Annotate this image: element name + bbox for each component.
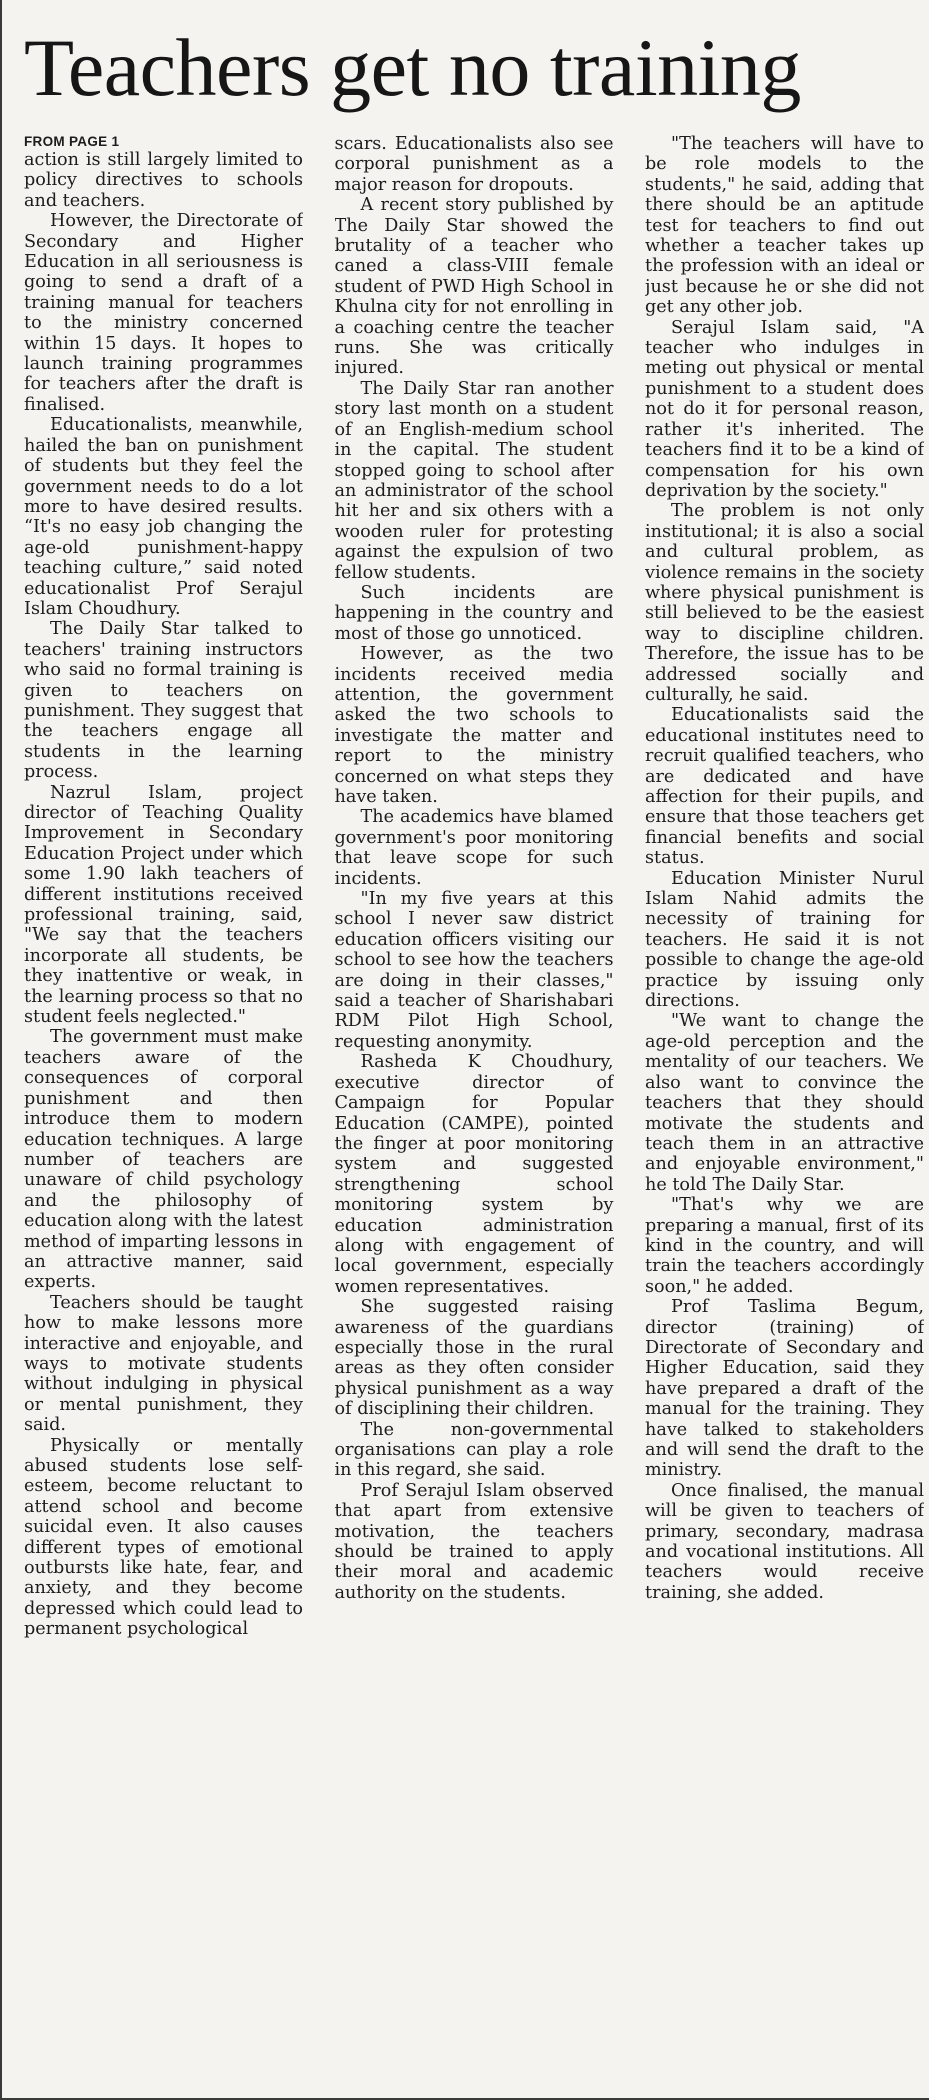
jump-label: FROM PAGE 1 [24,134,120,149]
paragraph: Educationalists, meanwhile, hailed the ban on punishment of students but they feel the government needs to do a lot more to have desired results. “It's no easy job changing the age-old punishment-happy teaching culture,” said noted educationalist Prof Serajul Islam Choudhury. [24,415,303,619]
paragraph: Once finalised, the manual will be given to teachers of primary, secondary, madrasa and vocational institutions. All teachers would receive training, she added. [645,1480,924,1603]
paragraph: She suggested raising awareness of the guardians especially those in the rural areas as they often consider physical punishment as a way of disciplining their children. [334,1297,614,1420]
column-2 [335,134,614,2094]
paragraph: action is still largely limited to policy directives to schools and teachers. [24,150,303,211]
paragraph: However, as the two incidents received media attention, the government asked the two schools to investigate the matter and report to the ministry concerned on what steps they have taken. [334,644,614,807]
article-body [24,134,924,2094]
paragraph: Prof Taslima Begum, director (training) of Directorate of Secondary and Higher Education, said they have prepared a draft of the manual for the training. They have talked to stakeholders and will send the draft to the ministry. [645,1297,924,1481]
paragraph: A recent story published by The Daily Star showed the brutality of a teacher who caned a class-VIII female student of PWD High School in Khulna city for not enrolling in a coaching centre the teacher runs. She was critically injured. [334,195,614,379]
paragraph: Education Minister Nurul Islam Nahid admits the necessity of training for teachers. He said it is not possible to change the age-old practice by issuing only directions. [645,868,924,1012]
paragraph: The academics have blamed government's poor monitoring that leave scope for such incidents. [334,807,614,889]
paragraph: Prof Serajul Islam observed that apart from extensive motivation, the teachers should be trained to apply their moral and academic authority on the students. [334,1480,614,1603]
paragraph: The non-governmental organisations can play a role in this regard, she said. [334,1419,614,1481]
paragraph: Physically or mentally abused students lose self-esteem, become reluctant to attend school and become suicidal even. It also causes different types of emotional outbursts like hate, fear, and anxiety, and they become depressed which could lead to permanent psychological [24,1435,303,1640]
paragraph: Educationalists said the educational institutes need to recruit qualified teachers, who are dedicated and have affection for their pupils, and ensure that those teachers get financial benefits and social status. [645,705,924,869]
paragraph: The problem is not only institutional; it is also a social and cultural problem, as violence remains in the society where physical punishment is still believed to be the easiest way to discipline children. Therefore, the issue has to be addressed socially and culturally, he said. [645,501,924,705]
paragraph: Rasheda K Choudhury, executive director of Campaign for Popular Education (CAMPE), pointed the finger at poor monitoring system and suggested strengthening school monitoring system by education administration along with engagement of local government, especially women representatives. [334,1052,614,1297]
column-3 [645,134,924,2094]
paragraph: The government must make teachers aware of the consequences of corporal punishment and then introduce them to modern education techniques. A large number of teachers are unaware of child psychology and the philosophy of education along with the latest method of imparting lessons in an attractive manner, said experts. [24,1027,303,1293]
paragraph: "The teachers will have to be role models to the students," he said, adding that there should be an aptitude test for teachers to find out whether a teacher takes up the profession with an ideal or just because he or she did not get any other job. [645,134,924,318]
headline: Teachers get no training [24,22,801,113]
paragraph: Nazrul Islam, project director of Teaching Quality Improvement in Secondary Education Project under which some 1.90 lakh teachers of different institutions received professional training, said, "We say that the teachers incorporate all students, be they inattentive or weak, in the learning process so that no student feels neglected." [24,782,303,1028]
paragraph: The Daily Star ran another story last month on a student of an English-medium school in the capital. The student stopped going to school after an administrator of the school hit her and six others with a wooden ruler for protesting against the expulsion of two fellow students. [334,378,614,583]
paragraph: Teachers should be taught how to make lessons more interactive and enjoyable, and ways to motivate students without indulging in physical or mental punishment, they said. [24,1292,303,1436]
paragraph: However, the Directorate of Secondary and Higher Education in all seriousness is going to send a draft of a training manual for teachers to the ministry concerned within 15 days. It hopes to launch training programmes for teachers after the draft is finalised. [24,211,303,415]
paragraph: "We want to change the age-old perception and the mentality of our teachers. We also want to convince the teachers that they should motivate the students and teach them in an attractive and enjoyable environment," he told The Daily Star. [645,1011,924,1195]
paragraph: scars. Educationalists also see corporal punishment as a major reason for dropouts. [334,134,614,195]
paragraph: The Daily Star talked to teachers' training instructors who said no formal training is given to teachers on punishment. They suggest that the teachers engage all students in the learning process. [24,619,303,783]
paragraph: Such incidents are happening in the country and most of those go unnoticed. [334,582,614,644]
paragraph: "That's why we are preparing a manual, first of its kind in the country, and will train the teachers accordingly soon," he added. [645,1195,924,1297]
column-1 [24,134,303,2094]
paragraph: Serajul Islam said, "A teacher who indulges in meting out physical or mental punishment to a student does not do it for personal reason, rather it's inherited. The teachers find it to be a kind of compensation for his own deprivation by the society." [645,317,924,501]
paragraph: "In my five years at this school I never saw district education officers visiting our school to see how the teachers are doing in their classes," said a teacher of Sharishabari RDM Pilot High School, requesting anonymity. [334,889,614,1052]
